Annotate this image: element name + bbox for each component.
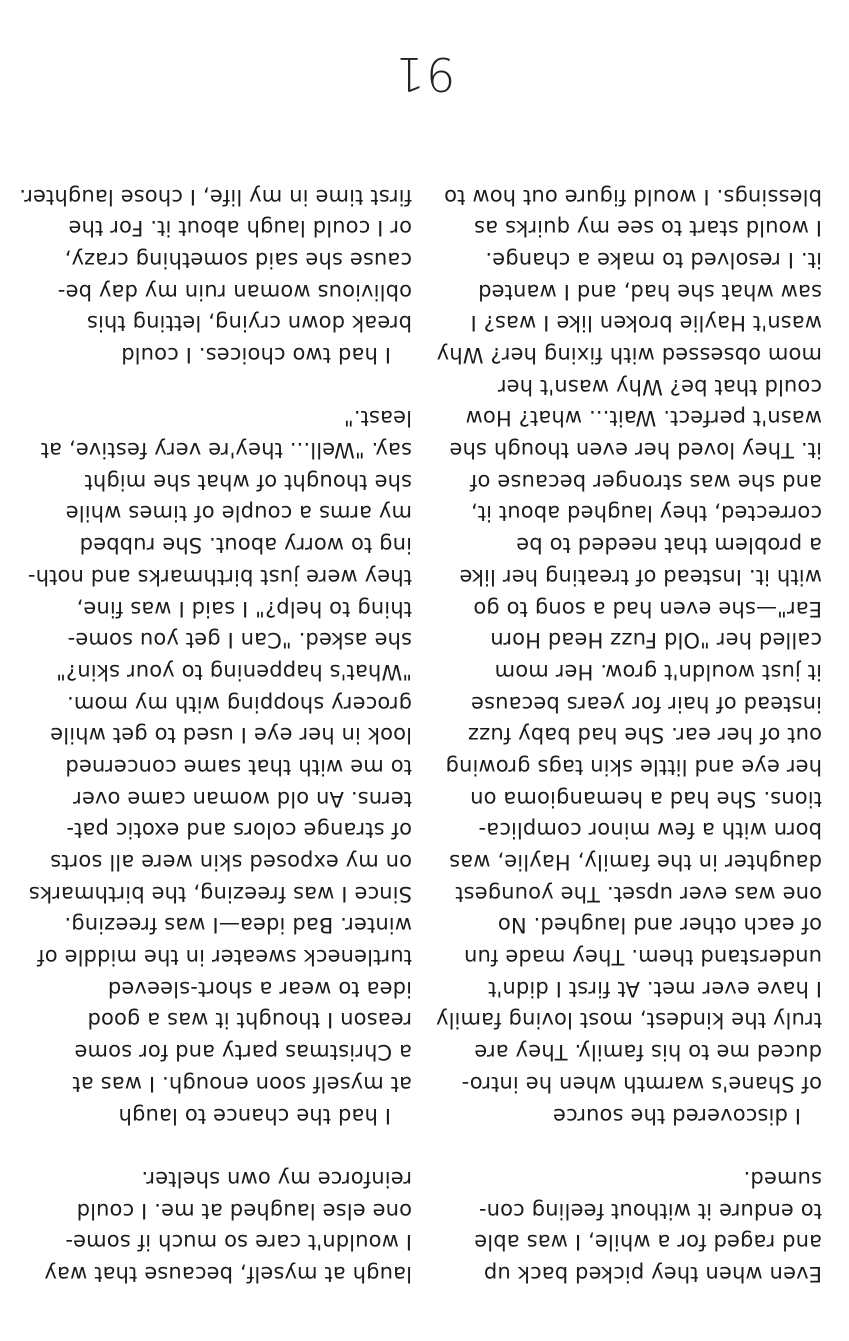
- text-line: at myself soon enough. I was at: [72, 1071, 412, 1096]
- text-line: thing to help?" I said I was fine,: [76, 596, 412, 621]
- text-line: look in her eye I used to get while: [50, 723, 412, 748]
- text-line: first time in my life, I chose laughter.: [19, 184, 412, 209]
- text-line: Even when they picked back up: [483, 1262, 822, 1286]
- page-number: 91: [393, 47, 456, 101]
- text-line: her eye and little skin tags growing: [445, 755, 822, 779]
- text-line: of each other and laughed. No: [497, 913, 822, 938]
- text-line: instead of hair for years because: [470, 691, 822, 716]
- text-line: it. They loved her even though she: [449, 438, 822, 463]
- text-line: one was ever upset. The youngest: [455, 881, 822, 906]
- text-line: I wouldn't care so much if some-: [65, 1230, 412, 1255]
- text-line: truly the kindest, most loving family: [435, 1008, 822, 1033]
- right-text-column: [19, 180, 412, 1289]
- left-text-column: [435, 180, 822, 1289]
- text-line: to endure it without feeling con-: [478, 1198, 822, 1223]
- text-line: they were just birthmarks and noth-: [27, 564, 412, 589]
- paragraph-gap: [50, 1131, 412, 1163]
- text-line: one else laughed at me. I could: [76, 1198, 412, 1223]
- text-line: and she was stronger because of: [469, 469, 822, 494]
- text-line: corrected, they laughed about it,: [470, 501, 822, 526]
- text-line: could that be? Why wasn't her: [497, 374, 822, 399]
- text-line: wasn't Haylie broken like I was? I: [470, 311, 822, 336]
- text-line: mom obsessed with fixing her? Why: [436, 343, 822, 368]
- text-line: saw what she had, and I wanted: [477, 279, 822, 304]
- text-line: she thought of what she might: [84, 469, 412, 494]
- text-line: cause she said something crazy,: [64, 248, 412, 272]
- text-line: "What's happening to your skin?": [56, 659, 412, 684]
- text-line: she asked. "Can I get you some-: [67, 628, 412, 653]
- text-line: winter. Bad idea—I was freezing.: [64, 913, 412, 938]
- text-line: least.": [343, 406, 412, 431]
- text-line: called her "Old Fuzz Head Horn: [490, 628, 822, 653]
- text-line: sumed.: [743, 1166, 822, 1191]
- text-line: to me with that same concerned: [65, 755, 412, 779]
- text-line: ing to worry about. She rubbed: [79, 533, 412, 558]
- text-line: wasn't perfect. Wait... what? How: [465, 406, 822, 431]
- text-line: or I could laugh about it. For the: [68, 216, 412, 241]
- text-line: break down crying, letting this: [86, 311, 412, 336]
- text-line: understand them. They made fun: [463, 945, 822, 970]
- text-line: of Shane's warmth when he intro-: [461, 1071, 822, 1096]
- text-line: terns. An old woman came over: [72, 786, 412, 811]
- text-line: born with a few minor complica-: [478, 818, 822, 843]
- text-line: laugh at myself, because that way: [44, 1262, 412, 1286]
- text-line: I had two choices. I could: [121, 343, 391, 368]
- text-line: Ear"—she even had a song to go: [473, 596, 822, 621]
- text-line: reinforce my own shelter.: [141, 1166, 412, 1191]
- text-line: my arms a couple of times while: [65, 501, 412, 526]
- text-line: and raged for a while, I was able: [474, 1230, 822, 1255]
- text-line: daughter in the family, Haylie, was: [449, 850, 822, 875]
- text-line: I have ever met. At first I didn't: [487, 976, 822, 1001]
- text-line: idea to wear a short-sleeved: [107, 976, 412, 1001]
- text-line: a Christmas party and for some: [74, 1040, 412, 1065]
- text-line: I would start to see my quirks as: [473, 216, 822, 241]
- text-line: say. "Well... they're very festive, at: [40, 438, 412, 463]
- text-line: on my exposed skin were all sorts: [50, 850, 412, 875]
- text-line: reason I thought it was a good: [87, 1008, 412, 1033]
- text-line: out of her ear. She had baby fuzz: [467, 723, 822, 748]
- text-line: duced me to his family. They are: [474, 1040, 822, 1065]
- paragraph-gap: [460, 1131, 822, 1163]
- text-line: turtleneck sweater in the middle of: [37, 945, 412, 970]
- paragraph-gap: [50, 370, 412, 402]
- text-line: with it. Instead of treating her like: [459, 564, 822, 589]
- text-line: tions. She had a hemangioma on: [469, 786, 822, 811]
- text-line: oblivious woman ruin my day be-: [57, 279, 412, 304]
- text-line: of strange colors and exotic pat-: [66, 818, 412, 843]
- text-line: it. I resolved to make a change.: [485, 248, 822, 272]
- text-line: grocery shopping with my mom.: [66, 691, 412, 716]
- text-line: I had the chance to laugh: [118, 1103, 391, 1128]
- text-line: I discovered the source: [552, 1103, 801, 1128]
- text-line: Since I was freezing, the birthmarks: [28, 881, 412, 906]
- text-line: it just wouldn't grow. Her mom: [494, 659, 822, 684]
- text-line: a problem that needed to be: [516, 533, 822, 558]
- text-line: blessings. I would figure out how to: [444, 184, 822, 209]
